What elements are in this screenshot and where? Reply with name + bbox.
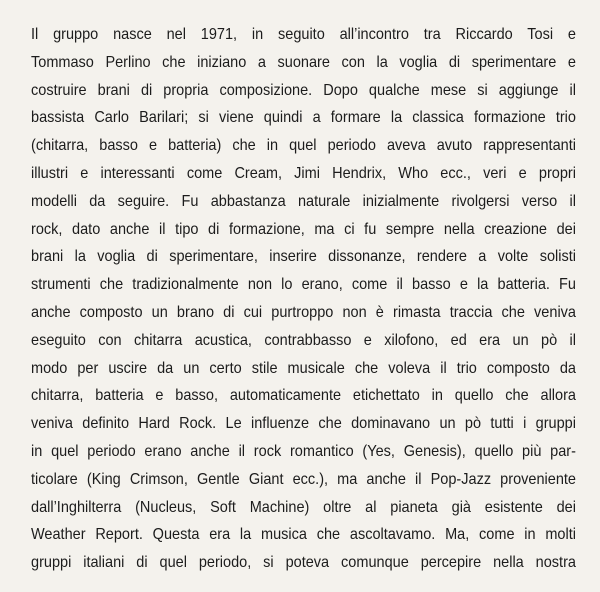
text-line: gruppi italiani di quel periodo, si poteva comunque percepire nella nostra (31, 554, 576, 572)
text-line: (chitarra, basso e batteria) che in quel periodo aveva avuto rappresentanti (31, 137, 576, 155)
text-line: modelli da seguire. Fu abbastanza naturale inizialmente rivolgersi verso il (31, 192, 576, 210)
text-line: brani la voglia di sperimentare, inserire dissonanze, rendere a volte solisti (31, 248, 576, 266)
text-line: modo per uscire da un certo stile musicale che voleva il trio composto da (31, 359, 576, 377)
text-line: strumenti che tradizionalmente non lo erano, come il basso e la batteria. Fu (31, 276, 576, 294)
body-paragraph (31, 21, 576, 577)
text-line: ticolare (King Crimson, Gentle Giant ecc.), ma anche il Pop-Jazz proveniente (31, 470, 576, 488)
text-line: anche composto un brano di cui purtroppo non è rimasta traccia che veniva (31, 303, 576, 321)
text-line: dall’Inghilterra (Nucleus, Soft Machine) oltre al pianeta già esistente dei (31, 498, 576, 516)
text-line: Weather Report. Questa era la musica che ascoltavamo. Ma, come in molti (31, 526, 576, 544)
text-line: Il gruppo nasce nel 1971, in seguito all’incontro tra Riccardo Tosi e (31, 26, 576, 43)
text-line: costruire brani di propria composizione. Dopo qualche mese si aggiunge il (31, 81, 576, 99)
text-line: eseguito con chitarra acustica, contrabbasso e xilofono, ed era un pò il (31, 331, 576, 349)
text-line: rock, dato anche il tipo di formazione, ma ci fu sempre nella creazione dei (31, 220, 576, 238)
text-line: in quel periodo erano anche il rock romantico (Yes, Genesis), quello più par- (31, 442, 576, 460)
text-line: Tommaso Perlino che iniziano a suonare con la voglia di sperimentare e (31, 53, 576, 71)
text-line: illustri e interessanti come Cream, Jimi Hendrix, Who ecc., veri e propri (31, 164, 576, 182)
text-line: veniva definito Hard Rock. Le influenze che dominavano un pò tutti i gruppi (31, 415, 576, 433)
text-line: chitarra, batteria e basso, automaticamente etichettato in quello che allora (31, 387, 576, 405)
text-line: bassista Carlo Barilari; si viene quindi a formare la classica formazione trio (31, 109, 576, 127)
